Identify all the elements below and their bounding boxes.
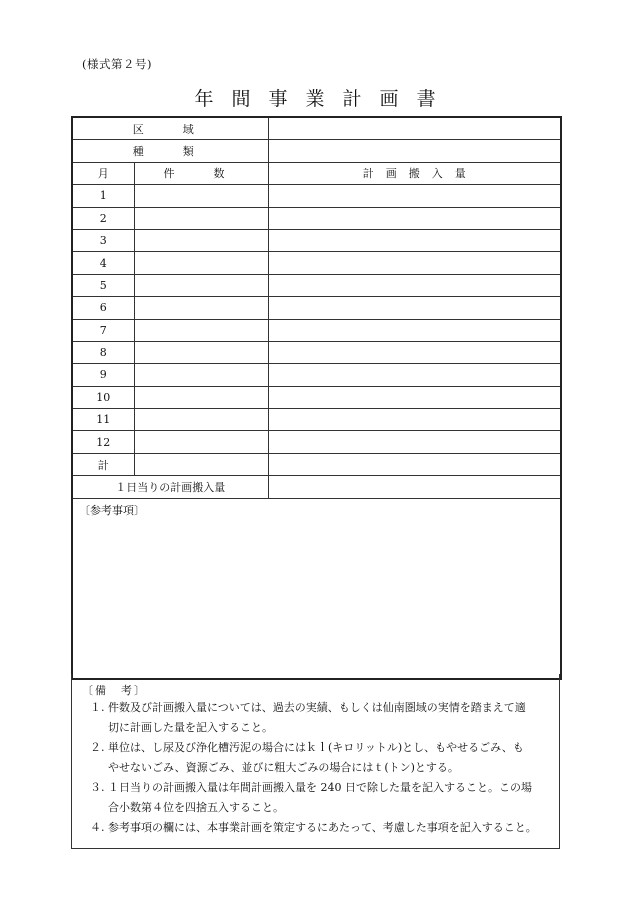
count-field[interactable] bbox=[134, 297, 268, 319]
month-col-header: 月 bbox=[72, 162, 134, 184]
area-row bbox=[72, 117, 561, 140]
count-field[interactable] bbox=[134, 409, 268, 431]
planned-amount-field[interactable] bbox=[268, 409, 561, 431]
daily-label: １日当りの計画搬入量 bbox=[72, 476, 268, 498]
count-field[interactable] bbox=[134, 274, 268, 296]
count-field[interactable] bbox=[134, 185, 268, 207]
planned-amount-field[interactable] bbox=[268, 431, 561, 453]
type-row bbox=[72, 140, 561, 162]
reference-row bbox=[72, 498, 561, 679]
planned-amount-field[interactable] bbox=[268, 364, 561, 386]
header-row bbox=[72, 162, 561, 184]
month-row bbox=[72, 252, 561, 274]
month-row bbox=[72, 409, 561, 431]
count-col-header: 件 数 bbox=[134, 162, 268, 184]
planned-amount-field[interactable] bbox=[268, 297, 561, 319]
remark-text-line2: 合小数第４位を四捨五入すること。 bbox=[108, 801, 284, 814]
planned-amount-field[interactable] bbox=[268, 319, 561, 341]
remarks-box bbox=[71, 674, 560, 849]
planned-amount-field[interactable] bbox=[268, 207, 561, 229]
remark-text-line1: 件数及び計画搬入量については、過去の実績、もしくは仙南圏域の実情を踏まえて適 bbox=[108, 701, 526, 714]
remark-number: ２. bbox=[90, 741, 105, 754]
remark-text-line1: 参考事項の欄には、本事業計画を策定するにあたって、考慮した事項を記入すること。 bbox=[108, 821, 537, 834]
month-label: 7 bbox=[72, 319, 134, 341]
daily-row bbox=[72, 476, 561, 498]
planned-amount-field[interactable] bbox=[268, 229, 561, 251]
form-number: (様式第２号) bbox=[82, 57, 152, 71]
count-field[interactable] bbox=[134, 341, 268, 363]
remark-text-line1: 単位は、し尿及び浄化槽汚泥の場合にはｋｌ(キロリットル)とし、もやせるごみ、も bbox=[108, 741, 524, 754]
count-field[interactable] bbox=[134, 319, 268, 341]
month-row bbox=[72, 185, 561, 207]
count-field[interactable] bbox=[134, 229, 268, 251]
remark-text-line2: やせないごみ、資源ごみ、並びに粗大ごみの場合にはｔ(トン)とする。 bbox=[108, 761, 459, 774]
remark-number: １. bbox=[90, 701, 105, 714]
month-label: 2 bbox=[72, 207, 134, 229]
planned-amount-field[interactable] bbox=[268, 252, 561, 274]
count-field[interactable] bbox=[134, 207, 268, 229]
reference-field[interactable] bbox=[72, 498, 561, 679]
month-label: 10 bbox=[72, 386, 134, 408]
month-row bbox=[72, 274, 561, 296]
remark-item bbox=[90, 698, 549, 738]
count-field[interactable] bbox=[134, 386, 268, 408]
month-label: 11 bbox=[72, 409, 134, 431]
month-label: 8 bbox=[72, 341, 134, 363]
month-label: 5 bbox=[72, 274, 134, 296]
area-value-field[interactable] bbox=[268, 117, 561, 140]
month-row bbox=[72, 319, 561, 341]
month-row bbox=[72, 297, 561, 319]
planned-col-header: 計画搬入量 bbox=[268, 162, 561, 184]
month-row bbox=[72, 364, 561, 386]
planned-amount-field[interactable] bbox=[268, 386, 561, 408]
type-label: 種 類 bbox=[72, 140, 268, 162]
count-field[interactable] bbox=[134, 431, 268, 453]
remark-number: ３. bbox=[90, 781, 105, 794]
remarks-heading: 〔備 考〕 bbox=[82, 684, 147, 697]
total-label: 計 bbox=[72, 453, 134, 475]
area-label: 区 域 bbox=[72, 117, 268, 140]
remark-item bbox=[90, 778, 549, 818]
count-field[interactable] bbox=[134, 252, 268, 274]
daily-planned-field[interactable] bbox=[268, 476, 561, 498]
month-row bbox=[72, 207, 561, 229]
reference-label: 〔参考事項〕 bbox=[79, 503, 145, 517]
remark-text-line1: １日当りの計画搬入量は年間計画搬入量を 240 日で除した量を記入すること。この場 bbox=[108, 781, 532, 794]
type-value-field[interactable] bbox=[268, 140, 561, 162]
remark-item bbox=[90, 818, 549, 838]
planned-amount-field[interactable] bbox=[268, 185, 561, 207]
month-label: 6 bbox=[72, 297, 134, 319]
remark-text-line2: 切に計画した量を記入すること。 bbox=[108, 721, 273, 734]
month-label: 3 bbox=[72, 229, 134, 251]
month-row bbox=[72, 341, 561, 363]
total-row bbox=[72, 453, 561, 475]
month-label: 4 bbox=[72, 252, 134, 274]
month-label: 9 bbox=[72, 364, 134, 386]
page-title: 年間事業計画書 bbox=[194, 88, 454, 110]
total-planned-field[interactable] bbox=[268, 453, 561, 475]
count-field[interactable] bbox=[134, 364, 268, 386]
month-row bbox=[72, 386, 561, 408]
month-row bbox=[72, 229, 561, 251]
total-count-field[interactable] bbox=[134, 453, 268, 475]
plan-table bbox=[71, 116, 562, 680]
month-label: 1 bbox=[72, 185, 134, 207]
planned-amount-field[interactable] bbox=[268, 274, 561, 296]
remark-item bbox=[90, 738, 549, 778]
month-row bbox=[72, 431, 561, 453]
planned-amount-field[interactable] bbox=[268, 341, 561, 363]
remark-number: ４. bbox=[90, 821, 105, 834]
month-label: 12 bbox=[72, 431, 134, 453]
